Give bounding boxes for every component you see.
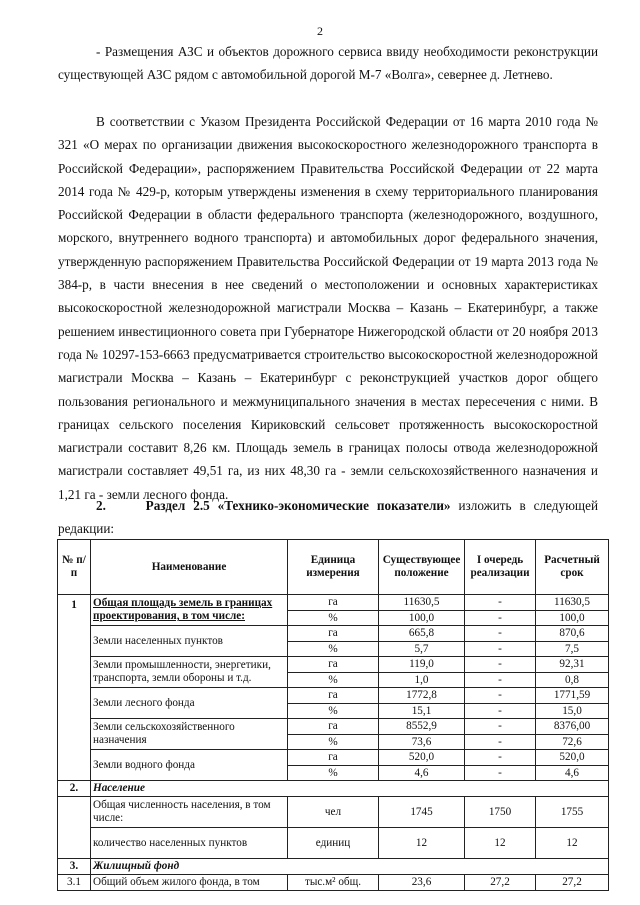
table-row: % 4,6 - 4,6 bbox=[58, 766, 609, 781]
table-row: % 15,1 - 15,0 bbox=[58, 704, 609, 719]
table-row: Земли промышленности, энергетики, транспорта, земли обороны и т.д. га 119,0 - 92,31 bbox=[58, 657, 609, 673]
row-name: Общая площадь земель в границах проектирования, в том числе: bbox=[91, 595, 288, 626]
tech-economic-table bbox=[57, 539, 609, 891]
table-row: Земли водного фонда га 520,0 - 520,0 bbox=[58, 750, 609, 766]
page-number: 2 bbox=[317, 24, 323, 38]
table-row: Земли сельскохозяйственного назначения га 8552,9 - 8376,00 bbox=[58, 719, 609, 735]
table-row: 1 Общая площадь земель в границах проектирования, в том числе: га 11630,5 - 11630,5 bbox=[58, 595, 609, 611]
table-row: 3.1 Общий объем жилого фонда, в том тыс.м² общ. 23,6 27,2 27,2 bbox=[58, 875, 609, 891]
row-name: Земли лесного фонда bbox=[91, 688, 288, 719]
header-num: № п/п bbox=[58, 540, 91, 595]
paragraph-section-2-5: 2. Раздел 2.5 «Технико-экономические показатели» изложить в следующей редакции: bbox=[58, 498, 598, 537]
table-row: Общая численность населения, в том числе: чел 1745 1750 1755 bbox=[58, 797, 609, 828]
row-name: Земли сельскохозяйственного назначения bbox=[91, 719, 288, 750]
table-row: Земли населенных пунктов га 665,8 - 870,6 bbox=[58, 626, 609, 642]
table-row: количество населенных пунктов единиц 12 12 12 bbox=[58, 828, 609, 859]
section-row-housing: 3. Жилищный фонд bbox=[58, 859, 609, 875]
header-existing: Существующее положение bbox=[379, 540, 465, 595]
row-name: Земли промышленности, энергетики, транспорта, земли обороны и т.д. bbox=[91, 657, 288, 688]
paragraph-decree: В соответствии с Указом Президента Российской Федерации от 16 марта 2010 года № 321 «О мерах по организации движения высокоскоростного железнодорожного транспорта в Российской Федерации», распоряжением Правительства Российской Федерации от 22 марта 2014 года № 429-р, которым утверждены изменения в схему территориального планирования Российской Федерации в области федерального транспорта (железнодорожного, воздушного, морского, внутреннего водного транспорта) и автомобильных дорог федерального значения, утвержденную распоряжением Правительства Российской Федерации от 19 марта 2013 года № 384-р, в части внесения в нее сведений о местоположении и основных характеристиках высокоскоростной железнодорожной магистрали Москва – Казань – Екатеринбург, а также решением инвестиционного совета при Губернаторе Нижегородской области от 20 ноября 2013 года № 10297-153-6663 предусматривается строительство высокоскоростной железнодорожной магистрали Москва – Казань – Екатеринбург с реконструкцией участков дорог общего пользования регионального и межмуниципального значения в местах пересечения с ними. В границах сельского поселения Кириковский сельсовет протяженность высокоскоростной магистрали составит 8,26 км. Площадь земель в границах полосы отвода железнодорожной магистрали составляет 49,51 га, из них 48,30 га - земли сельскохозяйственного назначения и 1,21 га - земли лесного фонда. bbox=[58, 114, 598, 502]
header-name: Наименование bbox=[91, 540, 288, 595]
table-row: % 5,7 - 7,5 bbox=[58, 642, 609, 657]
table-row: % 73,6 - 72,6 bbox=[58, 735, 609, 750]
row-name: Земли водного фонда bbox=[91, 750, 288, 781]
section-number: 2. bbox=[96, 498, 106, 513]
section-title: Раздел 2.5 «Технико-экономические показатели» bbox=[145, 498, 451, 513]
header-unit: Единица измерения bbox=[288, 540, 379, 595]
table-row: % 1,0 - 0,8 bbox=[58, 673, 609, 688]
header-calc-period: Расчетный срок bbox=[536, 540, 609, 595]
row-num: 1 bbox=[58, 595, 91, 781]
header-first-stage: I очередь реализации bbox=[465, 540, 536, 595]
table-row: Земли лесного фонда га 1772,8 - 1771,59 bbox=[58, 688, 609, 704]
paragraph-azs: - Размещения АЗС и объектов дорожного сервиса ввиду необходимости реконструкции существующей АЗС рядом с автомобильной дорогой М-7 «Волга», севернее д. Летнево. bbox=[58, 44, 598, 83]
row-name: Земли населенных пунктов bbox=[91, 626, 288, 657]
table-row: % 100,0 - 100,0 bbox=[58, 611, 609, 626]
section-row-population: 2. Население bbox=[58, 781, 609, 797]
